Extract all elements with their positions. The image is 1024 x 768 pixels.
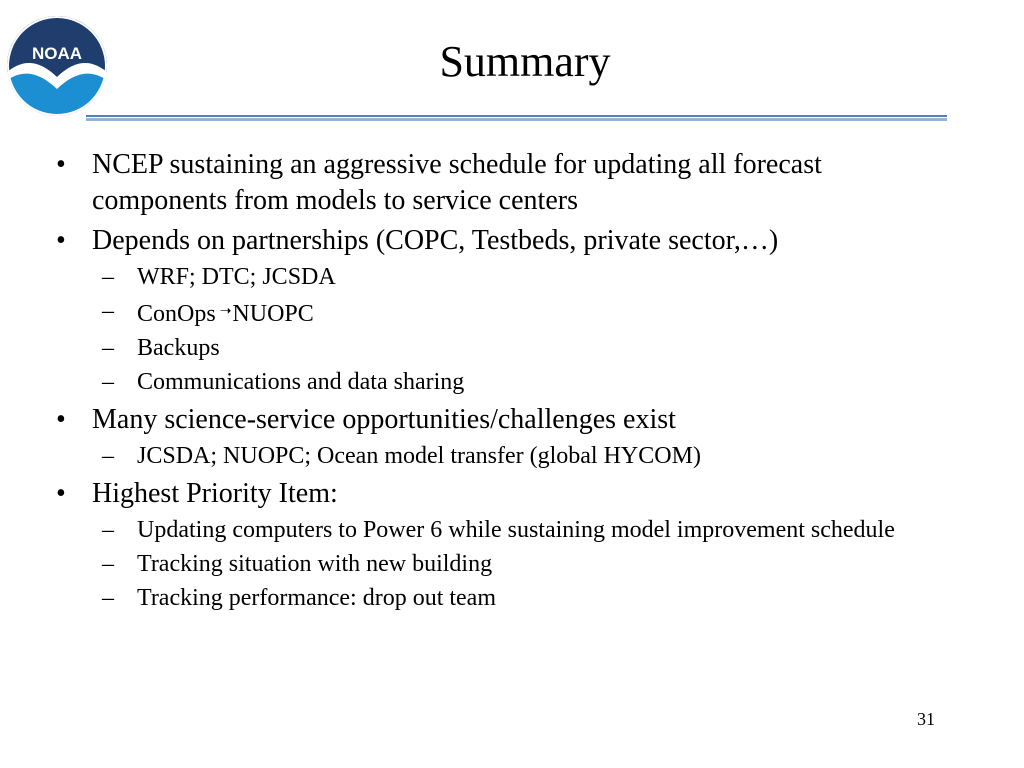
bullet-item <box>52 402 942 438</box>
sub-bullet-text: Tracking situation with new building <box>137 551 493 577</box>
title-divider <box>86 115 947 121</box>
sub-bullet-mark: – <box>102 264 114 290</box>
title-divider-light-line <box>86 118 947 121</box>
sub-bullet-item <box>52 441 942 472</box>
sub-bullet-mark: – <box>102 585 114 611</box>
bullet-text: Many science-service opportunities/challenges exist <box>92 404 676 435</box>
sub-bullet-item <box>52 583 942 614</box>
bullet-mark: • <box>56 478 66 509</box>
sub-bullet-mark: – <box>102 551 114 577</box>
bullet-list <box>52 143 942 614</box>
sub-bullet-item <box>52 333 942 364</box>
sub-bullet-text-before-arrow: ConOps <box>137 301 216 327</box>
sub-bullet-mark: – <box>102 335 114 361</box>
bullet-mark: • <box>56 149 66 180</box>
sub-bullet-text-after-arrow: NUOPC <box>232 301 314 327</box>
sub-bullet-mark: – <box>102 443 114 469</box>
title-divider-dark-line <box>86 115 947 117</box>
sub-bullet-text: Backups <box>137 335 220 361</box>
sub-bullet-mark: – <box>102 369 114 395</box>
arrow-right-icon: ➝ <box>219 303 232 319</box>
page-number: 31 <box>917 709 935 729</box>
logo-text: NOAA <box>31 44 83 63</box>
sub-bullet-item <box>52 515 942 546</box>
bullet-item <box>52 476 942 512</box>
sub-bullet-mark: – <box>102 298 114 324</box>
bullet-text: Highest Priority Item: <box>92 478 338 509</box>
bullet-item <box>52 147 942 219</box>
sub-bullet-mark: – <box>102 517 114 543</box>
bullet-mark: • <box>56 225 66 256</box>
sub-bullet-item <box>52 367 942 398</box>
sub-bullet-item <box>52 549 942 580</box>
sub-bullet-text: Updating computers to Power 6 while sustaining model improvement schedule <box>137 517 895 543</box>
page-title: Summary <box>439 37 611 86</box>
sub-bullet-item <box>52 262 942 293</box>
sub-bullet-text: WRF; DTC; JCSDA <box>137 264 336 290</box>
bullet-item <box>52 223 942 259</box>
bullet-text: NCEP sustaining an aggressive schedule for updating all forecast components from models to service centers <box>92 149 822 216</box>
bullet-text: Depends on partnerships (COPC, Testbeds, private sector,…) <box>92 225 779 256</box>
sub-bullet-text: Tracking performance: drop out team <box>137 585 497 611</box>
sub-bullet-text: Communications and data sharing <box>137 369 465 395</box>
sub-bullet-text: JCSDA; NUOPC; Ocean model transfer (global HYCOM) <box>137 443 701 469</box>
sub-bullet-item <box>52 296 942 330</box>
bullet-mark: • <box>56 404 66 435</box>
